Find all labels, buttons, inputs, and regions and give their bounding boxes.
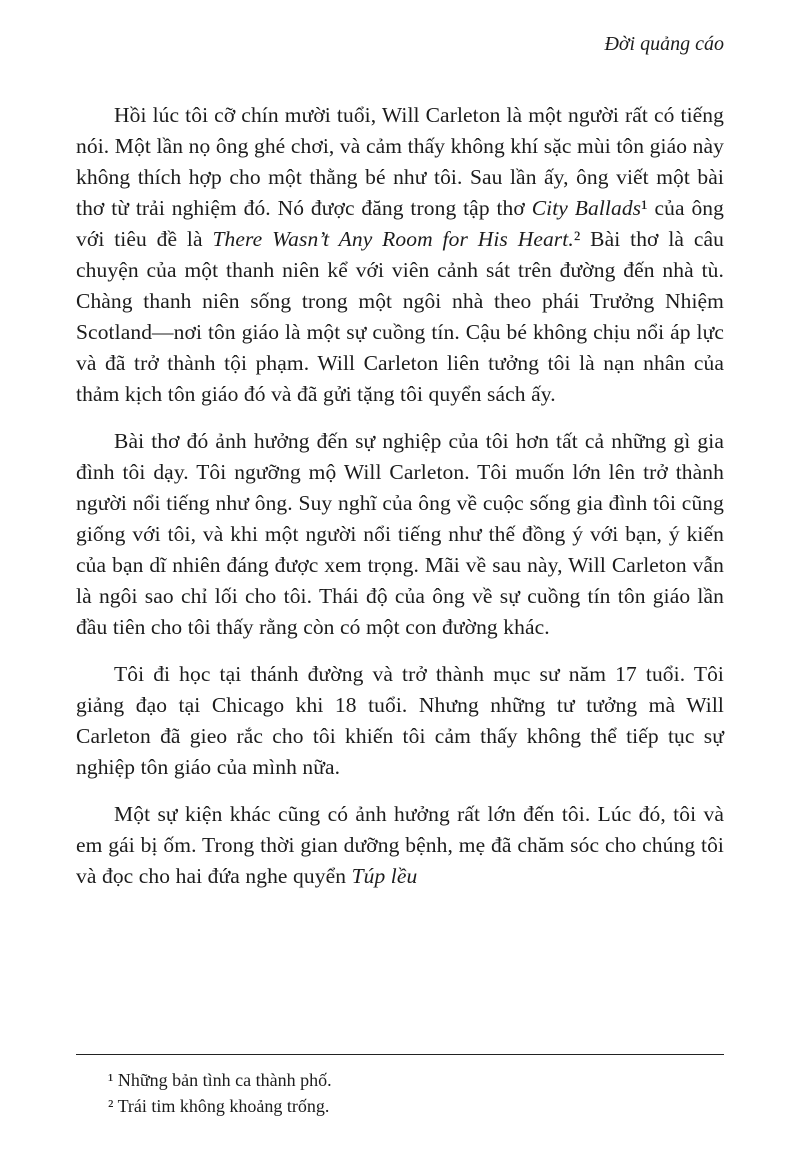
text-run: ² Bài thơ là câu chuyện của một thanh niên kể với viên cảnh sát trên đường đến nhà tù. Chàng thanh niên sống trong một ngôi nhà theo phái Trưởng Nhiệm Scotland—nơi tôn giáo là một sự cuồng tín. Cậu bé không chịu nổi áp lực và đã trở thành tội phạm. Will Carleton liên tưởng tôi là nạn nhân của thảm kịch tôn giáo đó và đã gửi tặng tôi quyển sách ấy. — [76, 227, 724, 406]
italic-text-run: Túp lều — [351, 864, 418, 888]
footnote: ¹ Những bản tình ca thành phố. — [108, 1070, 332, 1090]
text-run: Một sự kiện khác cũng có ảnh hưởng rất lớn đến tôi. Lúc đó, tôi và em gái bị ốm. Trong thời gian dưỡng bệnh, mẹ đã chăm sóc cho chúng tôi và đọc cho hai đứa nghe quyển — [76, 802, 724, 888]
footnote: ² Trái tim không khoảng trống. — [108, 1096, 330, 1116]
text-run: Bài thơ đó ảnh hưởng đến sự nghiệp của tôi hơn tất cả những gì gia đình tôi dạy. Tôi ngưỡng mộ Will Carleton. Tôi muốn lớn lên trở thành người nổi tiếng như ông. Suy nghĩ của ông về cuộc sống gia đình tôi cũng giống với tôi, và khi một người nổi tiếng như thế đồng ý với bạn, ý kiến của bạn dĩ nhiên đáng được xem trọng. Mãi về sau này, Will Carleton vẫn là ngôi sao chỉ lối cho tôi. Thái độ của ông về sự cuồng tín tôn giáo lần đầu tiên cho tôi thấy rằng còn có một con đường khác. — [76, 429, 724, 639]
running-header — [76, 32, 724, 56]
text-run: Tôi đi học tại thánh đường và trở thành mục sư năm 17 tuổi. Tôi giảng đạo tại Chicago khi 18 tuổi. Nhưng những tư tưởng mà Will Carleton đã gieo rắc cho tôi khiến tôi cảm thấy không thể tiếp tục sự nghiệp tôn giáo của mình nữa. — [76, 662, 724, 779]
text-run: Hồi lúc tôi cỡ chín mười tuổi, Will Carleton là một người rất có tiếng nói. Một lần nọ ông ghé chơi, và cảm thấy không khí sặc mùi tôn giáo này không thích hợp cho một thằng bé như tôi. Sau lần ấy, ông viết một bài thơ từ trải nghiệm đó. Nó được đăng trong tập thơ — [76, 103, 724, 220]
italic-text-run: There Wasn’t Any Room for His Heart. — [212, 227, 574, 251]
paragraph — [76, 799, 724, 892]
body-text — [76, 100, 724, 892]
text-run: ¹ của ông với tiêu đề là — [76, 196, 725, 251]
running-header-title: Đời quảng cáo — [604, 33, 724, 55]
paragraph — [76, 659, 724, 783]
paragraph — [76, 100, 724, 410]
paragraph — [76, 426, 724, 643]
footnote-block — [76, 1054, 724, 1119]
italic-text-run: City Ballads — [531, 196, 642, 220]
footnote-separator — [76, 1054, 724, 1055]
